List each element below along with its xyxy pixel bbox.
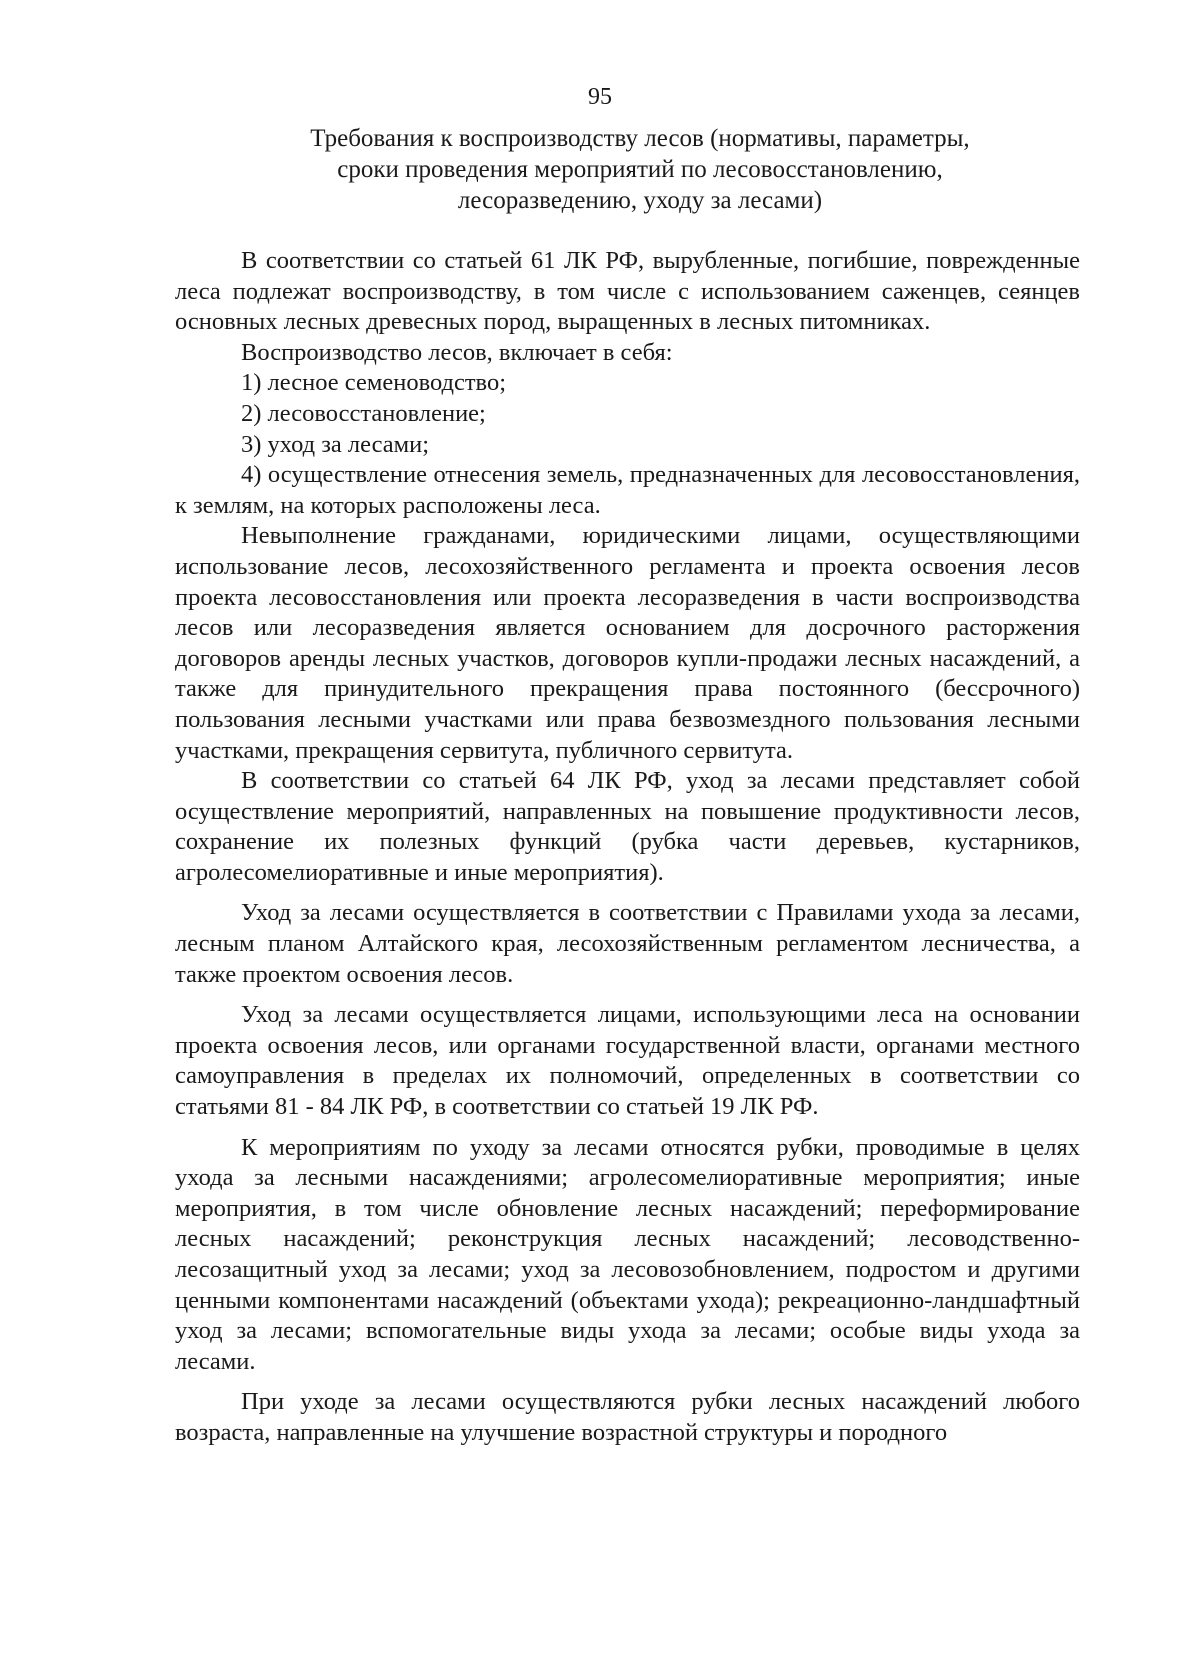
heading-line: лесоразведению, уходу за лесами) [457,187,823,214]
paragraph: Невыполнение гражданами, юридическими лицами, осуществляющими использование лесов, лесохозяйственного регламента и проекта освоения лесов проекта лесовосстановления или проекта лесоразведения в части воспроизводства лесов или лесоразведения является основанием для досрочного расторжения договоров аренды лесных участков, договоров купли-продажи лесных насаждений, а также для принудительного прекращения права постоянного (бессрочного) пользования лесными участками или права безвозмездного пользования лесными участками, прекращения сервитута, публичного сервитута. [175,522,1080,764]
list-item: 4) осуществление отнесения земель, предназначенных для лесовосстановления, к землям, на которых расположены леса. [175,461,1080,519]
paragraph: При уходе за лесами осуществляются рубки лесных насаждений любого возраста, направленные на улучшение возрастной структуры и породного [175,1388,1080,1446]
paragraph: В соответствии со статьей 64 ЛК РФ, уход за лесами представляет собой осуществление мероприятий, направленных на повышение продуктивности лесов, сохранение их полезных функций (рубка части деревьев, кустарников, агролесомелиоративные и иные мероприятия). [175,767,1080,886]
heading-line: Требования к воспроизводству лесов (нормативы, параметры, [310,125,970,152]
heading-line: сроки проведения мероприятий по лесовосстановлению, [337,156,943,183]
paragraph: Уход за лесами осуществляется лицами, использующими леса на основании проекта освоения лесов, или органами государственной власти, органами местного самоуправления в пределах их полномочий, определенных в соответствии со статьями 81 - 84 ЛК РФ, в соответствии со статьей 19 ЛК РФ. [175,1001,1080,1121]
page-number: 95 [588,84,612,110]
document-body [175,246,1080,1449]
paragraph: Воспроизводство лесов, включает в себя: [241,338,673,366]
paragraph: В соответствии со статьей 61 ЛК РФ, вырубленные, погибшие, поврежденные леса подлежат воспроизводству, в том числе с использованием саженцев, сеянцев основных лесных древесных пород, выращенных в лесных питомниках. [175,247,1080,336]
paragraph: Уход за лесами осуществляется в соответствии с Правилами ухода за лесами, лесным планом Алтайского края, лесохозяйственным регламентом лесничества, а также проектом освоения лесов. [175,899,1080,988]
paragraph: К мероприятиям по уходу за лесами относятся рубки, проводимые в целях ухода за лесными насаждениями; агролесомелиоративные мероприятия; иные мероприятия, в том числе обновление лесных насаждений; переформирование лесных насаждений; реконструкция лесных насаждений; лесоводственно-лесозащитный уход за лесами; уход за лесовозобновлением, подростом и другими ценными компонентами насаждений (объектами ухода); рекреационно-ландшафтный уход за лесами; вспомогательные виды ухода за лесами; особые виды ухода за лесами. [175,1133,1080,1375]
list-item: 2) лесовосстановление; [241,399,486,427]
list-item: 3) уход за лесами; [241,430,430,458]
section-heading [280,123,1000,216]
list-item: 1) лесное семеноводство; [241,369,507,397]
